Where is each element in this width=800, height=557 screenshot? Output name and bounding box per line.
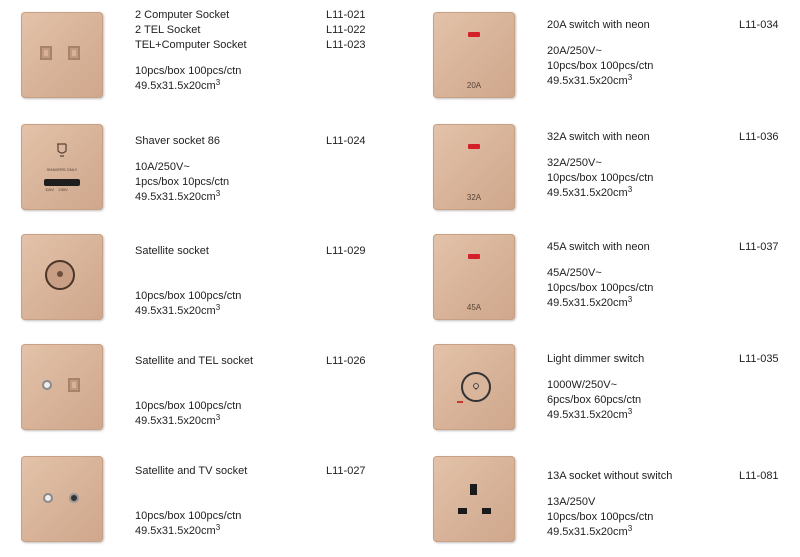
carton-size: $49.5x31.5x20cm^3$ bbox=[135, 78, 221, 92]
product-satellite-socket bbox=[0, 222, 400, 332]
product-satellite-tv-socket bbox=[0, 444, 400, 554]
neon-indicator-icon bbox=[468, 254, 480, 259]
product-name: 32A switch with neon bbox=[547, 131, 650, 143]
product-name: 45A switch with neon bbox=[547, 241, 650, 253]
product-45a-switch bbox=[400, 222, 800, 332]
13a-socket-image bbox=[433, 456, 515, 542]
earth-slot-icon bbox=[470, 484, 477, 495]
plate-rating-label: 45A bbox=[466, 303, 482, 312]
packing-info: 10pcs/box 100pcs/ctn bbox=[135, 510, 242, 522]
computer-socket-image bbox=[21, 12, 103, 98]
45a-switch-image bbox=[433, 234, 515, 320]
product-code: L11-021 bbox=[326, 9, 366, 21]
shaver-label: SHAVERS ONLY bbox=[46, 167, 78, 172]
product-name: 2 TEL Socket bbox=[135, 24, 201, 36]
20a-switch-image bbox=[433, 12, 515, 98]
packing-info: 10pcs/box 100pcs/ctn bbox=[547, 282, 654, 294]
packing-info: 10pcs/box 100pcs/ctn bbox=[135, 290, 242, 302]
satellite-tv-socket-image bbox=[21, 456, 103, 542]
carton-size: $49.5x31.5x20cm^3$ bbox=[547, 185, 633, 199]
product-name: Satellite and TV socket bbox=[135, 465, 248, 477]
product-code: L11-035 bbox=[739, 353, 779, 365]
product-name: Satellite socket bbox=[135, 245, 209, 257]
product-name: Shaver socket 86 bbox=[135, 135, 220, 147]
product-name: TEL+Computer Socket bbox=[135, 39, 247, 51]
product-code: L11-022 bbox=[326, 24, 366, 36]
product-code: L11-024 bbox=[326, 135, 366, 147]
carton-size: $49.5x31.5x20cm^3$ bbox=[135, 189, 221, 203]
packing-info: 1pcs/box 10pcs/ctn bbox=[135, 176, 230, 188]
product-name: Satellite and TEL socket bbox=[135, 355, 254, 367]
product-code: L11-081 bbox=[739, 470, 779, 482]
product-20a-switch bbox=[400, 0, 800, 110]
product-name: 13A socket without switch bbox=[547, 470, 673, 482]
packing-info: 10pcs/box 100pcs/ctn bbox=[135, 400, 242, 412]
neutral-slot-icon bbox=[482, 508, 491, 514]
product-name: 2 Computer Socket bbox=[135, 9, 230, 21]
carton-size: $49.5x31.5x20cm^3$ bbox=[135, 523, 221, 537]
plate-rating-label: 20A bbox=[466, 81, 482, 90]
connector-pin-icon bbox=[57, 271, 63, 277]
32a-switch-image bbox=[433, 124, 515, 210]
product-name: Light dimmer switch bbox=[547, 353, 645, 365]
shaver-icon bbox=[55, 142, 69, 158]
product-code: L11-037 bbox=[739, 241, 779, 253]
satellite-connector-icon bbox=[42, 380, 52, 390]
carton-size: $49.5x31.5x20cm^3$ bbox=[135, 303, 221, 317]
shaver-socket-image bbox=[21, 124, 103, 210]
shaver-outlet bbox=[44, 179, 80, 186]
product-code: L11-029 bbox=[326, 245, 366, 257]
bulb-icon bbox=[471, 382, 481, 392]
product-name: 20A switch with neon bbox=[547, 19, 650, 31]
dimmer-switch-image bbox=[433, 344, 515, 430]
product-computer-socket bbox=[0, 0, 400, 110]
plate-rating-label: 32A bbox=[466, 193, 482, 202]
voltage-label: 115V 230V bbox=[45, 187, 68, 192]
packing-info: 10pcs/box 100pcs/ctn bbox=[547, 60, 654, 72]
tv-connector-icon bbox=[69, 493, 79, 503]
carton-size: $49.5x31.5x20cm^3$ bbox=[547, 524, 633, 538]
rating: 13A/250V bbox=[547, 496, 596, 508]
product-code: L11-027 bbox=[326, 465, 366, 477]
rating: 1000W/250V~ bbox=[547, 379, 618, 391]
product-satellite-tel-socket bbox=[0, 332, 400, 442]
packing-info: 6pcs/box 60pcs/ctn bbox=[547, 394, 642, 406]
product-code: L11-036 bbox=[739, 131, 779, 143]
product-code: L11-034 bbox=[739, 19, 779, 31]
product-shaver-socket bbox=[0, 112, 400, 222]
rating: 10A/250V~ bbox=[135, 161, 190, 173]
indicator-dots-icon bbox=[457, 401, 463, 403]
data-port-icon bbox=[68, 46, 80, 60]
satellite-connector-icon bbox=[43, 493, 53, 503]
product-code: L11-023 bbox=[326, 39, 366, 51]
packing-info: 10pcs/box 100pcs/ctn bbox=[135, 65, 242, 77]
product-32a-switch bbox=[400, 112, 800, 222]
rating: 45A/250V~ bbox=[547, 267, 602, 279]
tel-port-icon bbox=[68, 378, 80, 392]
packing-info: 10pcs/box 100pcs/ctn bbox=[547, 172, 654, 184]
live-slot-icon bbox=[458, 508, 467, 514]
rating: 20A/250V~ bbox=[547, 45, 602, 57]
product-code: L11-026 bbox=[326, 355, 366, 367]
data-port-icon bbox=[40, 46, 52, 60]
packing-info: 10pcs/box 100pcs/ctn bbox=[547, 511, 654, 523]
satellite-socket-image bbox=[21, 234, 103, 320]
carton-size: $49.5x31.5x20cm^3$ bbox=[547, 295, 633, 309]
carton-size: $49.5x31.5x20cm^3$ bbox=[547, 407, 633, 421]
neon-indicator-icon bbox=[468, 144, 480, 149]
carton-size: $49.5x31.5x20cm^3$ bbox=[547, 73, 633, 87]
product-13a-socket bbox=[400, 444, 800, 554]
rating: 32A/250V~ bbox=[547, 157, 602, 169]
satellite-tel-socket-image bbox=[21, 344, 103, 430]
product-light-dimmer-switch bbox=[400, 332, 800, 442]
carton-size: $49.5x31.5x20cm^3$ bbox=[135, 413, 221, 427]
neon-indicator-icon bbox=[468, 32, 480, 37]
